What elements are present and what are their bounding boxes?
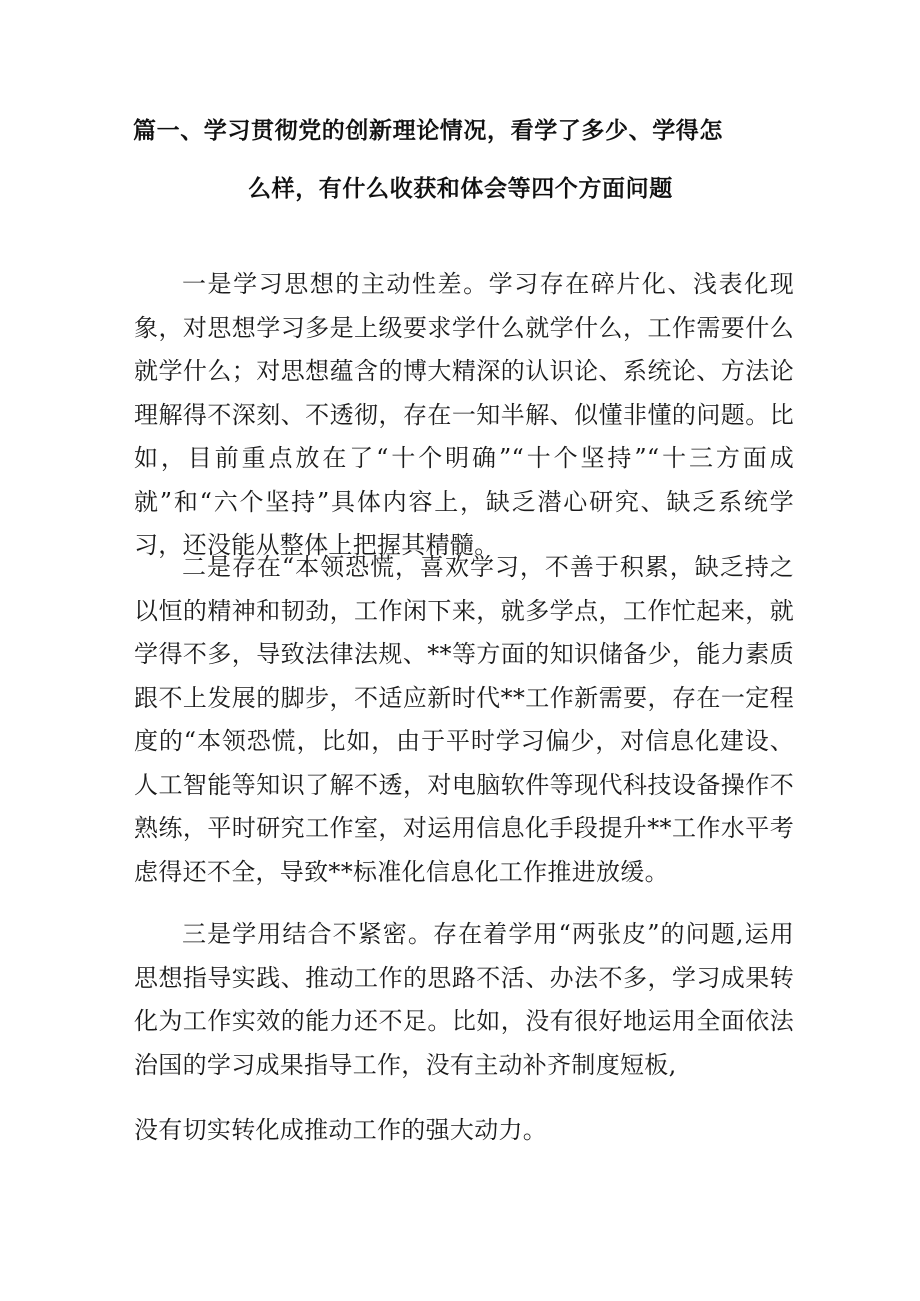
document-title-line-1: 篇一、学习贯彻党的创新理论情况，看学了多少、学得怎 [133, 118, 723, 144]
paragraph-4: 没有切实转化成推动工作的强大动力。 [134, 1116, 548, 1144]
paragraph-3: 三是学用结合不紧密。存在着学用“两张皮”的问题,运用思想指导实践、推动工作的思路不活、办法不多，学习成果转化为工作实效的能力还不足。比如，没有很好地运用全面依法治国的学习成果指导工作，没有主动补齐制度短板, [134, 920, 794, 1079]
paragraph-2: 二是存在“本领恐慌，喜欢学习，不善于积累，缺乏持之以恒的精神和韧劲，工作闲下来，就多学点，工作忙起来，就学得不多，导致法律法规、**等方面的知识储备少，能力素质跟不上发展的脚步，不适应新时代**工作新需要，存在一定程度的“本领恐慌，比如，由于平时学习偏少，对信息化建设、人工智能等知识了解不透，对电脑软件等现代科技设备操作不熟练，平时研究工作室，对运用信息化手段提升**工作水平考虑得还不全，导致**标准化信息化工作推进放缓。 [134, 553, 794, 886]
document-title-line-2: 么样，有什么收获和体会等四个方面问题 [248, 176, 673, 202]
paragraph-1: 一是学习思想的主动性差。学习存在碎片化、浅表化现象，对思想学习多是上级要求学什么就学什么，工作需要什么就学什么；对思想蕴含的博大精深的认识论、系统论、方法论理解得不深刻、不透彻，存在一知半解、似懂非懂的问题。比如，目前重点放在了“十个明确”“十个坚持”“十三方面成就”和“六个坚持”具体内容上，缺乏潜心研究、缺乏系统学习，还没能从整体上把握其精髓。 [134, 270, 794, 559]
